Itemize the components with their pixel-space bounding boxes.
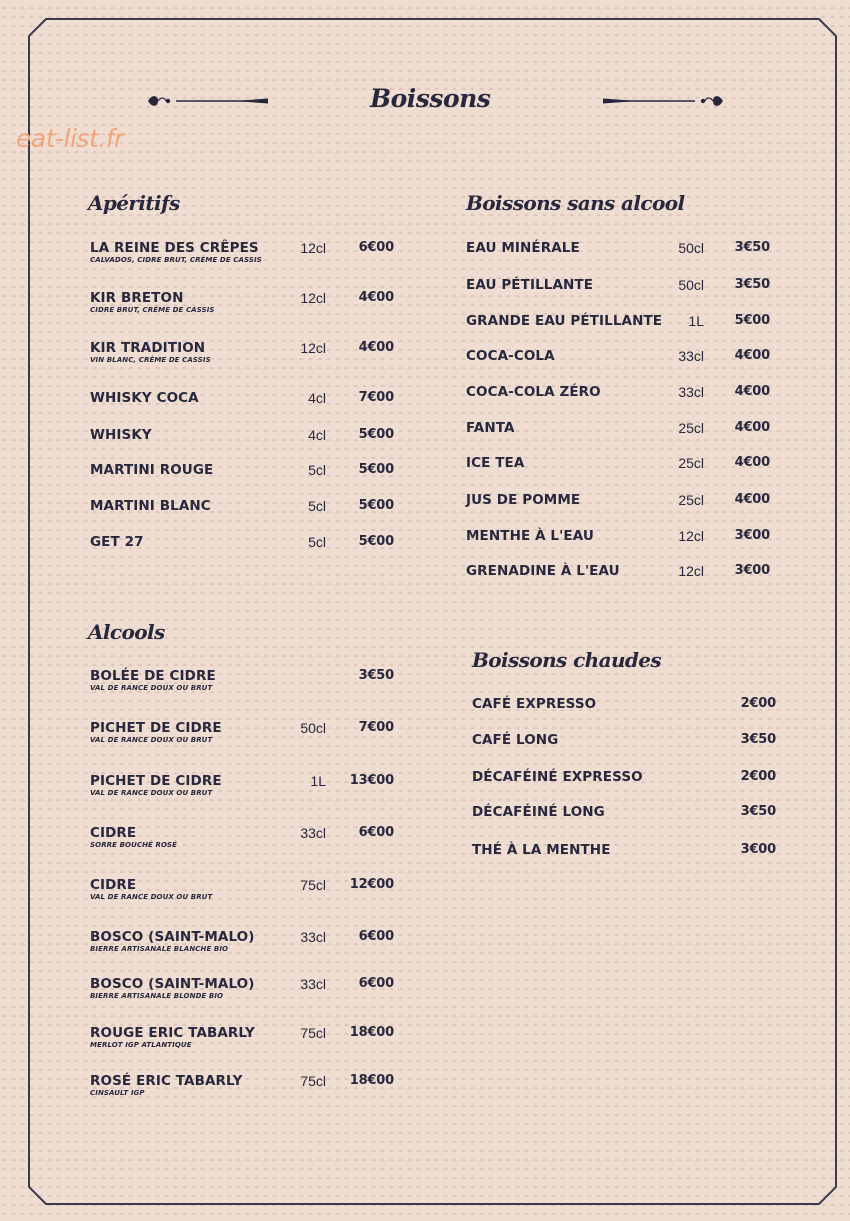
item-name: LA REINE DES CRÊPES [90, 240, 259, 256]
item-price: 5€00 [358, 498, 394, 513]
item-volume: 4cl [308, 390, 326, 406]
menu-item [466, 528, 770, 568]
menu-item [466, 420, 770, 460]
item-name: WHISKY [90, 427, 152, 443]
menu-item [472, 732, 776, 772]
item-name: DÉCAFÉINÉ EXPRESSO [472, 769, 643, 785]
item-name: ROSÉ ERIC TABARLY [90, 1073, 243, 1089]
item-volume: 25cl [678, 420, 704, 436]
menu-item [90, 427, 394, 467]
item-description: SORRE BOUCHÉ ROSÉ [90, 841, 178, 849]
item-volume: 75cl [300, 1025, 326, 1041]
section-title-aperitifs: Apéritifs [88, 191, 180, 215]
item-volume: 12cl [300, 340, 326, 356]
item-volume: 12cl [300, 240, 326, 256]
menu-item [90, 1025, 394, 1065]
item-name: GRENADINE À L'EAU [466, 563, 620, 579]
menu-item [90, 929, 394, 969]
item-volume: 33cl [300, 825, 326, 841]
menu-item [90, 340, 394, 380]
item-price: 18€00 [349, 1073, 394, 1088]
item-name: EAU PÉTILLANTE [466, 277, 594, 293]
item-volume: 33cl [678, 384, 704, 400]
item-name: WHISKY COCA [90, 390, 199, 406]
menu-item [90, 390, 394, 430]
item-name: BOSCO (SAINT-MALO) [90, 929, 255, 945]
section-title-chaudes: Boissons chaudes [472, 648, 662, 672]
item-name: JUS DE POMME [466, 492, 581, 508]
item-name: EAU MINÉRALE [466, 240, 580, 256]
item-name: CAFÉ EXPRESSO [472, 696, 597, 712]
item-volume: 12cl [678, 563, 704, 579]
item-name: GET 27 [90, 534, 144, 550]
item-name: BOLÉE DE CIDRE [90, 668, 216, 684]
menu-item [466, 313, 770, 353]
item-price: 4€00 [734, 492, 770, 507]
section-title-sans-alcool: Boissons sans alcool [466, 191, 685, 215]
page-title: Boissons [370, 84, 491, 113]
item-price: 12€00 [349, 877, 394, 892]
menu-item [90, 534, 394, 574]
menu-item [466, 492, 770, 532]
item-volume: 33cl [678, 348, 704, 364]
menu-item [466, 563, 770, 603]
item-name: KIR BRETON [90, 290, 184, 306]
item-name: ICE TEA [466, 455, 525, 471]
item-price: 6€00 [358, 825, 394, 840]
item-price: 6€00 [358, 240, 394, 255]
item-price: 3€50 [734, 240, 770, 255]
item-name: GRANDE EAU PÉTILLANTE [466, 313, 663, 329]
item-price: 5€00 [358, 462, 394, 477]
item-price: 13€00 [349, 773, 394, 788]
menu-item [90, 240, 394, 280]
item-price: 4€00 [358, 290, 394, 305]
item-volume: 75cl [300, 1073, 326, 1089]
menu-item [90, 976, 394, 1016]
item-description: BIERRE ARTISANALE BLANCHE BIO [90, 945, 229, 953]
item-name: CIDRE [90, 825, 137, 841]
item-description: VAL DE RANCE DOUX OU BRUT [90, 684, 213, 692]
item-price: 7€00 [358, 720, 394, 735]
menu-item [90, 290, 394, 330]
item-price: 5€00 [734, 313, 770, 328]
item-price: 6€00 [358, 929, 394, 944]
menu-item [472, 769, 776, 809]
right-ornament-icon [601, 92, 725, 110]
menu-item [472, 696, 776, 736]
menu-item [466, 455, 770, 495]
item-volume: 12cl [678, 528, 704, 544]
menu-item [90, 462, 394, 502]
item-price: 3€50 [358, 668, 394, 683]
item-price: 4€00 [734, 455, 770, 470]
menu-item [472, 804, 776, 844]
item-volume: 33cl [300, 976, 326, 992]
item-description: VIN BLANC, CRÈME DE CASSIS [90, 356, 211, 364]
item-name: MARTINI ROUGE [90, 462, 214, 478]
item-description: MERLOT IGP ATLANTIQUE [90, 1041, 192, 1049]
item-price: 3€00 [740, 842, 776, 857]
item-name: COCA-COLA ZÉRO [466, 384, 601, 400]
item-price: 3€50 [740, 732, 776, 747]
item-name: DÉCAFÉINÉ LONG [472, 804, 605, 820]
item-price: 4€00 [358, 340, 394, 355]
menu-item [90, 668, 394, 708]
item-price: 3€50 [734, 277, 770, 292]
item-name: CIDRE [90, 877, 137, 893]
menu-item [90, 1073, 394, 1113]
item-price: 3€50 [740, 804, 776, 819]
item-price: 2€00 [740, 769, 776, 784]
item-volume: 1L [688, 313, 704, 329]
item-price: 4€00 [734, 420, 770, 435]
item-volume: 25cl [678, 492, 704, 508]
item-volume: 50cl [678, 240, 704, 256]
item-description: VAL DE RANCE DOUX OU BRUT [90, 789, 213, 797]
item-volume: 4cl [308, 427, 326, 443]
item-volume: 12cl [300, 290, 326, 306]
item-volume: 5cl [308, 462, 326, 478]
item-name: FANTA [466, 420, 515, 436]
item-description: CINSAULT IGP [90, 1089, 145, 1097]
item-price: 2€00 [740, 696, 776, 711]
item-price: 3€00 [734, 563, 770, 578]
menu-item [90, 720, 394, 760]
menu-item [472, 842, 776, 882]
item-volume: 1L [310, 773, 326, 789]
item-price: 3€00 [734, 528, 770, 543]
item-description: CALVADOS, CIDRE BRUT, CRÈME DE CASSIS [90, 256, 262, 264]
menu-item [466, 348, 770, 388]
item-price: 18€00 [349, 1025, 394, 1040]
item-volume: 5cl [308, 498, 326, 514]
item-description: VAL DE RANCE DOUX OU BRUT [90, 893, 213, 901]
item-price: 6€00 [358, 976, 394, 991]
item-volume: 75cl [300, 877, 326, 893]
item-name: CAFÉ LONG [472, 732, 559, 748]
item-description: CIDRE BRUT, CRÈME DE CASSIS [90, 306, 215, 314]
item-name: KIR TRADITION [90, 340, 206, 356]
item-name: COCA-COLA [466, 348, 555, 364]
item-price: 7€00 [358, 390, 394, 405]
item-price: 4€00 [734, 348, 770, 363]
item-price: 4€00 [734, 384, 770, 399]
watermark: eat-list.fr [16, 124, 124, 153]
item-volume: 50cl [300, 720, 326, 736]
item-description: VAL DE RANCE DOUX OU BRUT [90, 736, 213, 744]
item-price: 5€00 [358, 534, 394, 549]
menu-item [90, 498, 394, 538]
item-volume: 33cl [300, 929, 326, 945]
item-volume: 50cl [678, 277, 704, 293]
menu-item [90, 773, 394, 813]
section-title-alcools: Alcools [88, 620, 165, 644]
item-name: THÉ À LA MENTHE [472, 842, 611, 858]
item-description: BIERRE ARTISANALE BLONDE BIO [90, 992, 224, 1000]
item-name: BOSCO (SAINT-MALO) [90, 976, 255, 992]
menu-item [466, 384, 770, 424]
item-name: MARTINI BLANC [90, 498, 211, 514]
item-name: PICHET DE CIDRE [90, 773, 222, 789]
item-name: PICHET DE CIDRE [90, 720, 222, 736]
menu-item [466, 277, 770, 317]
menu-item [90, 825, 394, 865]
item-name: ROUGE ERIC TABARLY [90, 1025, 255, 1041]
item-volume: 5cl [308, 534, 326, 550]
menu-item [90, 877, 394, 917]
item-price: 5€00 [358, 427, 394, 442]
menu-item [466, 240, 770, 280]
item-name: MENTHE À L'EAU [466, 528, 594, 544]
item-volume: 25cl [678, 455, 704, 471]
left-ornament-icon [146, 92, 270, 110]
